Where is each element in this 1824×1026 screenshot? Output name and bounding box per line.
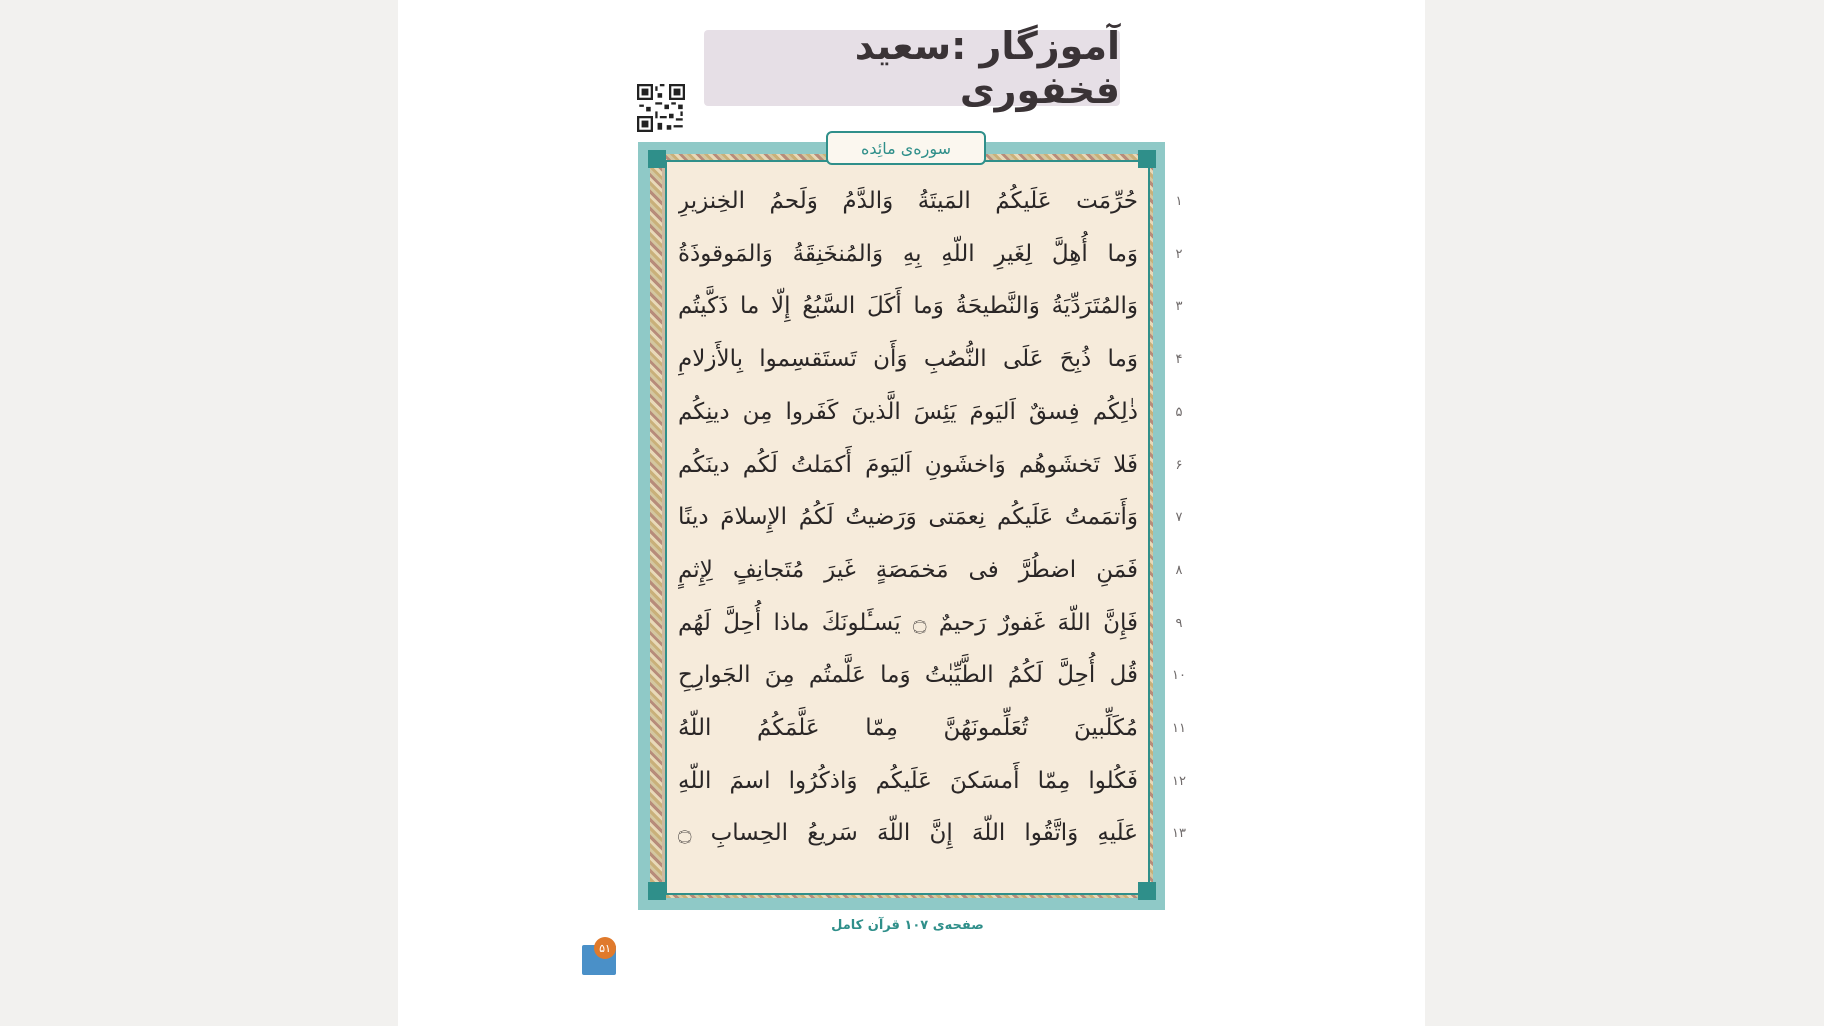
line-number: ۱۲ [1172, 773, 1186, 789]
line-number: ۳ [1175, 299, 1183, 315]
verse-line: وَما أُهِلَّ لِغَیرِ اللّهِ بِهِ وَالمُنخَنِقَةُ وَالمَوقوذَةُ [678, 240, 1138, 267]
right-margin [1425, 0, 1824, 1026]
line-number: ۱۰ [1172, 668, 1186, 684]
surah-label: سوره‌ی مائِده [826, 131, 986, 165]
verse-line: قُل أُحِلَّ لَكُمُ الطَّیِّبٰتُ وَما عَلَّمتُم مِنَ الجَوارِحِ [678, 662, 1138, 689]
verse-line: وَما ذُبِحَ عَلَى النُّصُبِ وَأَن تَستَقسِموا بِالأَزلامِ [678, 346, 1138, 373]
line-number: ۸ [1175, 562, 1183, 578]
qr-code-icon [637, 84, 685, 132]
line-number: ۷ [1175, 510, 1183, 526]
line-number: ۶ [1175, 457, 1183, 473]
page-footer: صفحه‌ی ۱۰۷ قرآن کامل [831, 918, 984, 933]
verse-line: مُكَلِّبینَ تُعَلِّمونَهُنَّ مِمّا عَلَّمَكُمُ اللّهُ [678, 715, 1138, 741]
corner-ornament [1138, 882, 1156, 900]
line-number: ۱۳ [1172, 826, 1186, 842]
verse-line: فَكُلوا مِمّا أَمسَكنَ عَلَیكُم وَاذكُرُوا اسمَ اللّهِ [678, 767, 1138, 794]
line-number: ۱ [1175, 194, 1183, 209]
line-number: ۹ [1175, 615, 1183, 631]
page-number-badge [582, 937, 622, 977]
line-number: ۱۱ [1172, 721, 1186, 736]
verse-line: فَمَنِ اضطُرَّ فی مَخمَصَةٍ غَیرَ مُتَجانِفٍ لِإِثمٍ [678, 556, 1138, 583]
line-number: ۴ [1175, 352, 1183, 368]
teacher-title: آموزگار :سعید فخفوری [704, 30, 1120, 106]
line-number: ۵ [1175, 404, 1183, 420]
verse-line: ذٰلِكُم فِسقٌ اَلیَومَ یَئِسَ الَّذینَ كَفَروا مِن دینِكُم [678, 398, 1138, 425]
verse-line: وَالمُتَرَدِّیَةُ وَالنَّطیحَةُ وَما أَكَلَ السَّبُعُ إِلّا ما ذَكَّیتُم [678, 293, 1138, 320]
verse-line: فَإِنَّ اللّهَ غَفورٌ رَحیمٌ ۝ یَسـَٔلونَكَ ماذا أُحِلَّ لَهُم [678, 609, 1138, 636]
left-margin [0, 0, 398, 1026]
verse-line: عَلَیهِ وَاتَّقُوا اللّهَ إِنَّ اللّهَ سَریعُ الحِسابِ ۝ [678, 820, 1138, 847]
verse-line: فَلا تَخشَوهُم وَاخشَونِ اَلیَومَ أَكمَلتُ لَكُم دینَكُم [678, 451, 1138, 478]
line-number: ۲ [1175, 246, 1183, 262]
page-number: ۵۱ [594, 937, 616, 959]
corner-ornament [648, 150, 666, 168]
verse-line: وَأَتمَمتُ عَلَیكُم نِعمَتی وَرَضیتُ لَكُمُ الإِسلامَ دینًا [678, 504, 1138, 531]
corner-ornament [648, 882, 666, 900]
verse-line: حُرِّمَت عَلَیکُمُ المَیتَةُ وَالدَّمُ وَلَحمُ الخِنزیرِ [678, 188, 1138, 214]
corner-ornament [1138, 150, 1156, 168]
